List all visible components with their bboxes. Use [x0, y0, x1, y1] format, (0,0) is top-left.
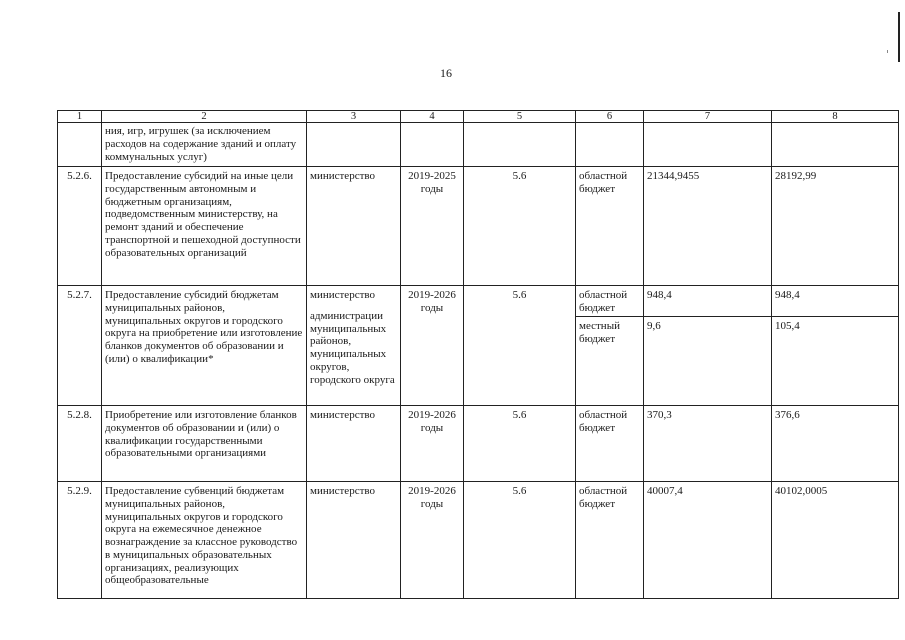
col7-cell	[644, 123, 772, 167]
item-number: 5.2.9.	[58, 482, 102, 599]
period: 2019-2026 годы	[401, 406, 464, 482]
code: 5.6	[464, 167, 576, 286]
column-number: 3	[307, 111, 401, 123]
item-number-cell	[58, 123, 102, 167]
item-description: ния, игр, игрушек (за исключением расходов на содержание зданий и оплату коммунальных услуг)	[102, 123, 307, 167]
table-row	[58, 286, 899, 317]
table-row-continuation	[58, 123, 899, 167]
table-row	[58, 167, 899, 286]
amount-col7: 948,4	[644, 286, 772, 317]
item-description: Предоставление субвенций бюджетам муниципальных районов, муниципальных округов и городского округа на ежемесячное денежное вознаграждение за классное руководство в муниципальных образовательных организациях, реализующих общеобразовательные	[102, 482, 307, 599]
item-description: Предоставление субсидий на иные цели государственным автономным и бюджетным организациям, подведомственным министерству, на ремонт зданий и обеспечение транспортной и пешеходной доступности образовательных организаций	[102, 167, 307, 286]
item-description: Предоставление субсидий бюджетам муниципальных районов, муниципальных округов и городского округа на приобретение или изготовление бланков документов об образовании и (или) о квалификации*	[102, 286, 307, 406]
page-edge-mark	[898, 12, 900, 62]
period-cell	[401, 123, 464, 167]
table-row	[58, 406, 899, 482]
agency: министерство	[307, 167, 401, 286]
funding-source-cell	[576, 123, 644, 167]
code: 5.6	[464, 482, 576, 599]
amount-col7: 21344,9455	[644, 167, 772, 286]
amount-col7: 9,6	[644, 317, 772, 406]
column-number: 2	[102, 111, 307, 123]
amount-col8: 28192,99	[772, 167, 899, 286]
amount-col7: 370,3	[644, 406, 772, 482]
code-cell	[464, 123, 576, 167]
code: 5.6	[464, 406, 576, 482]
amount-col8: 40102,0005	[772, 482, 899, 599]
amount-col7: 40007,4	[644, 482, 772, 599]
agency: министерство	[307, 406, 401, 482]
column-number: 8	[772, 111, 899, 123]
agency-cell	[307, 123, 401, 167]
col8-cell	[772, 123, 899, 167]
item-number: 5.2.6.	[58, 167, 102, 286]
agency-extra: администрации муниципальных районов, муниципальных округов, городского округа	[310, 309, 395, 386]
item-number: 5.2.7.	[58, 286, 102, 406]
column-number: 4	[401, 111, 464, 123]
funding-source: областной бюджет	[576, 482, 644, 599]
page-number: 16	[440, 66, 452, 80]
column-number-row	[58, 111, 899, 123]
period: 2019-2025 годы	[401, 167, 464, 286]
funding-source: областной бюджет	[576, 406, 644, 482]
column-number: 5	[464, 111, 576, 123]
column-number: 7	[644, 111, 772, 123]
funding-source: областной бюджет	[576, 286, 644, 317]
amount-col8: 105,4	[772, 317, 899, 406]
column-number: 6	[576, 111, 644, 123]
amount-col8: 376,6	[772, 406, 899, 482]
item-number: 5.2.8.	[58, 406, 102, 482]
funding-source: областной бюджет	[576, 167, 644, 286]
budget-table	[57, 110, 899, 599]
agency: министерство	[307, 482, 401, 599]
agency: министерство	[310, 289, 376, 301]
page-edge-tick	[887, 50, 888, 53]
funding-source: местный бюджет	[576, 317, 644, 406]
table-row	[58, 482, 899, 599]
item-description: Приобретение или изготовление бланков документов об образовании и (или) о квалификации государственными образовательными организациями	[102, 406, 307, 482]
period: 2019-2026 годы	[401, 482, 464, 599]
code: 5.6	[464, 286, 576, 406]
column-number: 1	[58, 111, 102, 123]
amount-col8: 948,4	[772, 286, 899, 317]
period: 2019-2026 годы	[401, 286, 464, 406]
agency-cell	[307, 286, 401, 406]
